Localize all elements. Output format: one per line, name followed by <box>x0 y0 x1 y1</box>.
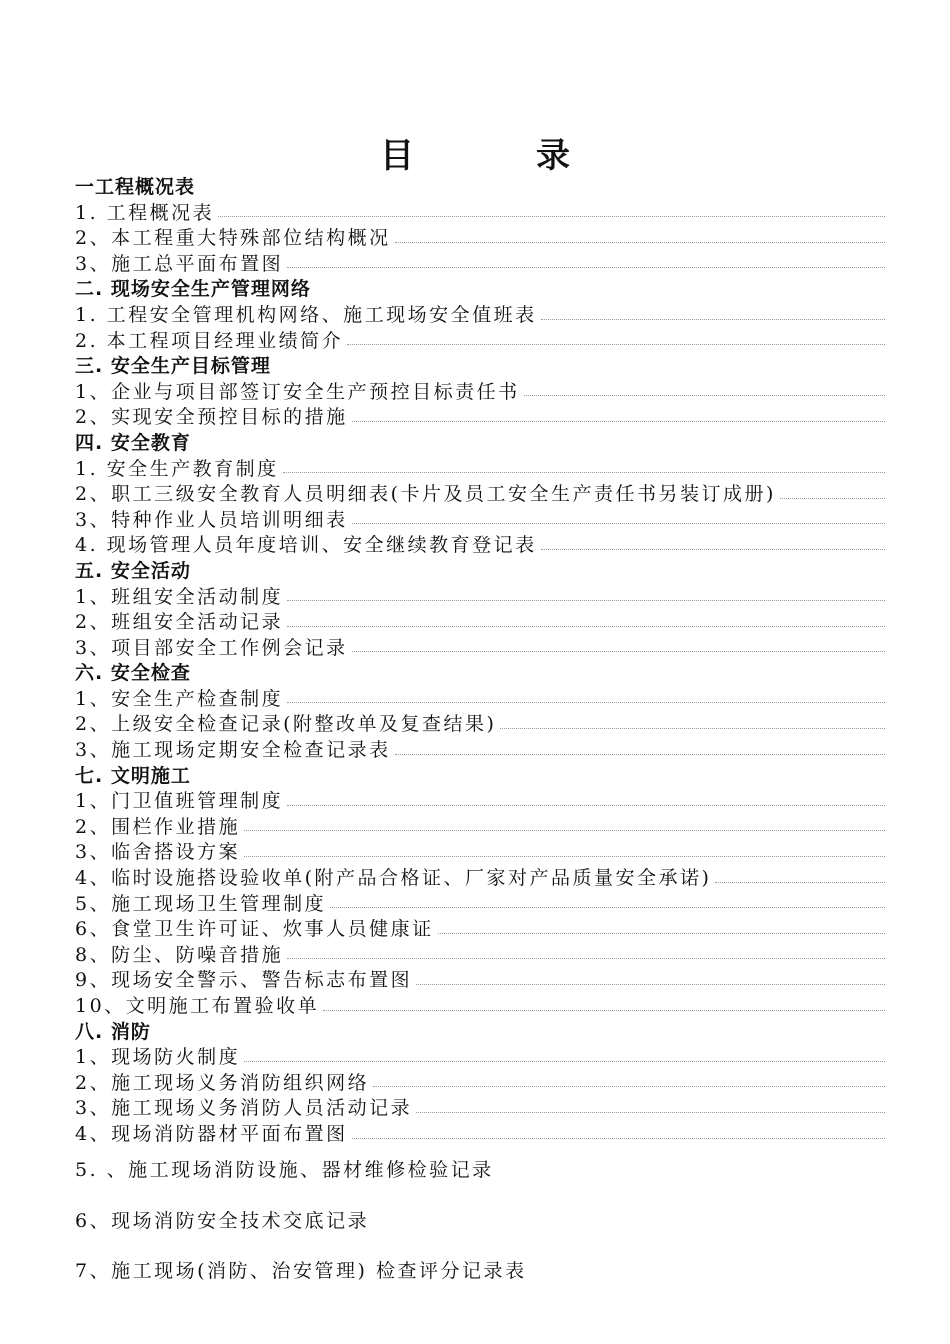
dot-leader <box>283 471 885 473</box>
toc-section-heading <box>75 431 885 457</box>
toc-item <box>75 994 885 1020</box>
toc-item <box>75 738 885 764</box>
section-heading-text: 六. 安全检查 <box>75 662 191 685</box>
dot-leader <box>541 318 885 320</box>
toc-item <box>75 329 885 355</box>
toc-section-heading <box>75 277 885 303</box>
toc-item-text: 4、现场消防器材平面布置图 <box>75 1122 348 1145</box>
toc-item-text: 2、本工程重大特殊部位结构概况 <box>75 227 391 250</box>
toc-item <box>75 866 885 892</box>
dot-leader <box>524 394 885 396</box>
toc-item-text: 2、施工现场义务消防组织网络 <box>75 1071 370 1094</box>
dot-leader <box>244 1060 885 1062</box>
dot-leader <box>416 1111 885 1113</box>
toc-item-extra: 5. 、施工现场消防设施、器材维修检验记录 <box>75 1159 494 1181</box>
dot-leader <box>373 1085 885 1087</box>
toc-item <box>75 687 885 713</box>
toc-item <box>75 968 885 994</box>
dot-leader <box>287 625 885 627</box>
toc-item <box>75 508 885 534</box>
table-of-contents <box>75 175 885 1148</box>
section-heading-text: 七. 文明施工 <box>75 764 191 787</box>
dot-leader <box>352 1137 885 1139</box>
dot-leader <box>352 650 885 652</box>
section-heading-text: 一工程概况表 <box>75 176 196 198</box>
toc-item-extra: 6、现场消防安全技术交底记录 <box>75 1210 370 1232</box>
toc-item <box>75 533 885 559</box>
toc-item <box>75 380 885 406</box>
dot-leader <box>780 497 885 499</box>
toc-item-text: 2、班组安全活动记录 <box>75 611 284 634</box>
toc-item-text: 1. 工程安全管理机构网络、施工现场安全值班表 <box>75 303 537 326</box>
toc-section-heading <box>75 764 885 790</box>
toc-item-text: 1、班组安全活动制度 <box>75 585 284 608</box>
toc-section-heading <box>75 661 885 687</box>
toc-item-text: 3、项目部安全工作例会记录 <box>75 636 348 659</box>
dot-leader <box>323 1009 885 1011</box>
toc-item-text: 3、施工现场定期安全检查记录表 <box>75 739 391 762</box>
dot-leader <box>715 881 885 883</box>
dot-leader <box>352 420 885 422</box>
dot-leader <box>541 548 885 550</box>
toc-item-text: 3、特种作业人员培训明细表 <box>75 508 348 531</box>
toc-item <box>75 840 885 866</box>
toc-item-text: 4. 现场管理人员年度培训、安全继续教育登记表 <box>75 534 537 557</box>
toc-item <box>75 405 885 431</box>
section-heading-text: 二. 现场安全生产管理网络 <box>75 278 311 301</box>
toc-item <box>75 815 885 841</box>
toc-section-heading <box>75 1020 885 1046</box>
toc-item <box>75 712 885 738</box>
toc-item-text: 9、现场安全警示、警告标志布置图 <box>75 969 413 992</box>
toc-item <box>75 457 885 483</box>
toc-section-heading <box>75 354 885 380</box>
dot-leader <box>347 343 885 345</box>
toc-item-text: 1、安全生产检查制度 <box>75 687 284 710</box>
toc-item-text: 2、上级安全检查记录(附整改单及复查结果) <box>75 713 497 736</box>
dot-leader <box>244 855 885 857</box>
dot-leader <box>330 906 885 908</box>
toc-item-text: 3、施工现场义务消防人员活动记录 <box>75 1097 413 1120</box>
toc-item <box>75 585 885 611</box>
toc-item-text: 3、临舍搭设方案 <box>75 841 241 864</box>
toc-item <box>75 610 885 636</box>
toc-item-extra: 7、施工现场(消防、治安管理) 检查评分记录表 <box>75 1260 527 1282</box>
toc-item <box>75 1122 885 1148</box>
toc-item-text: 1. 工程概况表 <box>75 201 215 224</box>
toc-item <box>75 943 885 969</box>
section-heading-text: 八. 消防 <box>75 1020 151 1043</box>
page-title: 目 录 <box>380 136 614 176</box>
section-heading-text: 三. 安全生产目标管理 <box>75 355 271 378</box>
toc-item-text: 2、实现安全预控目标的措施 <box>75 406 348 429</box>
toc-item <box>75 789 885 815</box>
dot-leader <box>352 522 885 524</box>
toc-item <box>75 917 885 943</box>
toc-item <box>75 1045 885 1071</box>
toc-item-text: 1、企业与项目部签订安全生产预控目标责任书 <box>75 380 520 403</box>
toc-item <box>75 636 885 662</box>
toc-section-heading <box>75 175 885 201</box>
toc-item-text: 5、施工现场卫生管理制度 <box>75 892 327 915</box>
toc-item-text: 10、文明施工布置验收单 <box>75 995 320 1017</box>
toc-item-text: 3、施工总平面布置图 <box>75 252 284 275</box>
dot-leader <box>287 701 885 703</box>
dot-leader <box>287 957 885 959</box>
toc-item <box>75 1071 885 1097</box>
toc-item-text: 2、围栏作业措施 <box>75 815 241 838</box>
section-heading-text: 四. 安全教育 <box>75 431 191 454</box>
toc-item <box>75 1096 885 1122</box>
toc-item-text: 2、职工三级安全教育人员明细表(卡片及员工安全生产责任书另装订成册) <box>75 483 776 506</box>
toc-item <box>75 892 885 918</box>
toc-item <box>75 226 885 252</box>
toc-item-text: 1. 安全生产教育制度 <box>75 457 279 480</box>
toc-item-text: 1、现场防火制度 <box>75 1046 241 1069</box>
dot-leader <box>395 241 885 243</box>
toc-section-heading <box>75 559 885 585</box>
dot-leader <box>395 753 885 755</box>
dot-leader <box>218 215 885 217</box>
dot-leader <box>500 727 885 729</box>
section-heading-text: 五. 安全活动 <box>75 559 191 582</box>
dot-leader <box>287 804 885 806</box>
toc-item-text: 1、门卫值班管理制度 <box>75 790 284 813</box>
toc-item-text: 4、临时设施搭设验收单(附产品合格证、厂家对产品质量安全承诺) <box>75 867 712 890</box>
toc-item-text: 8、防尘、防噪音措施 <box>75 943 284 966</box>
toc-item <box>75 201 885 227</box>
toc-item-text: 6、食堂卫生许可证、炊事人员健康证 <box>75 918 434 941</box>
toc-item <box>75 252 885 278</box>
toc-item <box>75 303 885 329</box>
toc-item <box>75 482 885 508</box>
dot-leader <box>438 932 885 934</box>
dot-leader <box>416 983 885 985</box>
toc-item-text: 2. 本工程项目经理业绩简介 <box>75 329 344 352</box>
dot-leader <box>287 599 885 601</box>
dot-leader <box>287 266 885 268</box>
dot-leader <box>244 829 885 831</box>
